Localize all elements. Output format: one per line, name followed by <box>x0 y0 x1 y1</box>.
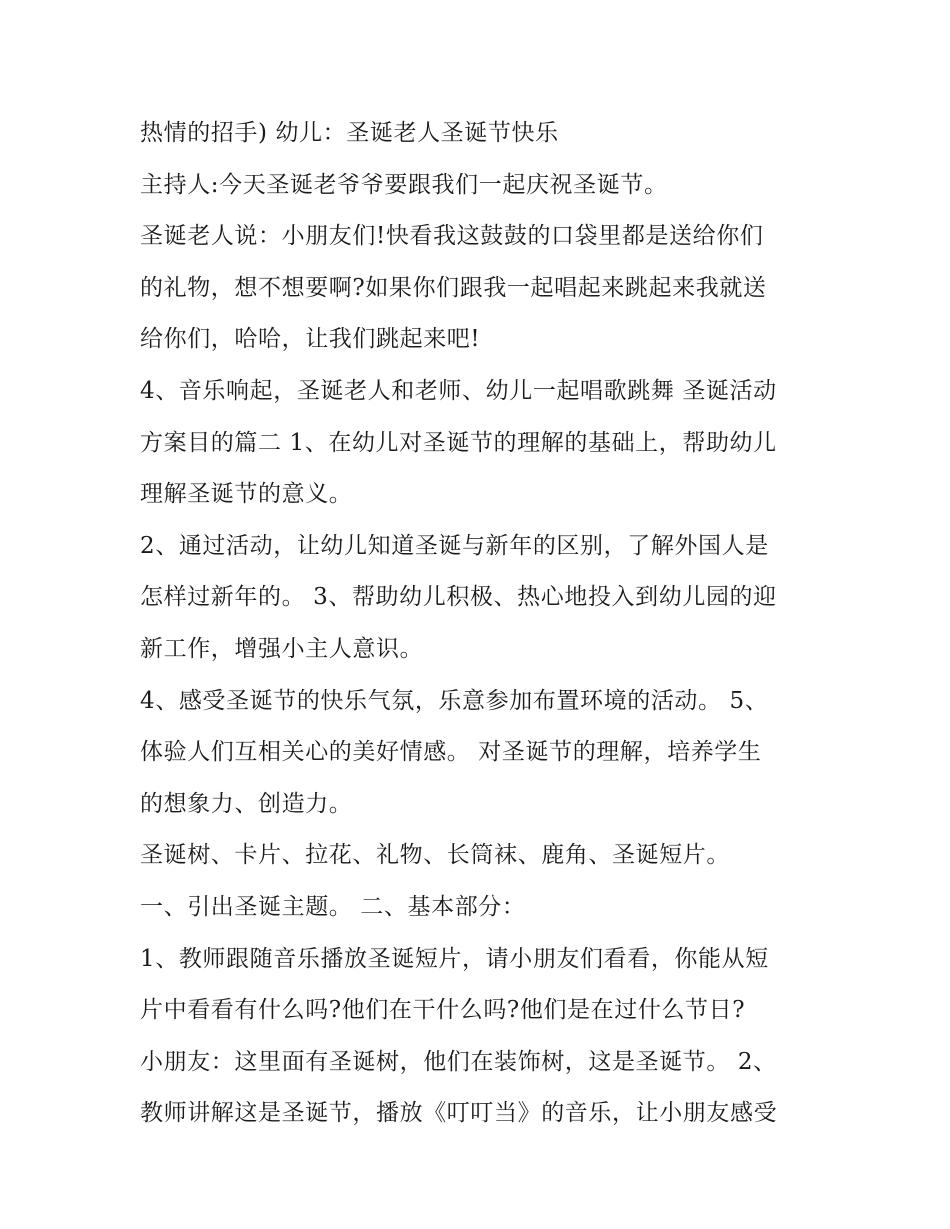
text-line: 圣诞老人说：小朋友们!快看我这鼓鼓的口袋里都是送给你们 <box>140 223 764 250</box>
text-line: 热情的招手) 幼儿：圣诞老人圣诞节快乐 <box>140 120 559 146</box>
text-line: 4、音乐响起，圣诞老人和老师、幼儿一起唱歌跳舞 圣诞活动 <box>140 377 777 404</box>
text-line: 给你们，哈哈，让我们跳起来吧! <box>140 326 481 353</box>
text-line: 新工作，增强小主人意识。 <box>140 635 424 662</box>
text-line: 怎样过新年的。 3、帮助幼儿积极、热心地投入到幼儿园的迎 <box>140 584 777 611</box>
text-line: 体验人们互相关心的美好情感。 对圣诞节的理解，培养学生 <box>140 739 762 766</box>
text-line: 主持人:今天圣诞老爷爷要跟我们一起庆祝圣诞节。 <box>140 171 668 198</box>
text-line: 一、引出圣诞主题。 二、基本部分： <box>140 893 526 920</box>
text-line: 的礼物，想不想要啊?如果你们跟我一起唱起来跳起来我就送 <box>140 274 767 301</box>
text-line: 4、感受圣诞节的快乐气氛，乐意参加布置环境的活动。 5、 <box>140 687 769 714</box>
text-line: 1、教师跟随音乐播放圣诞短片，请小朋友们看看，你能从短 <box>140 945 769 972</box>
text-line: 圣诞树、卡片、拉花、礼物、长筒袜、鹿角、圣诞短片。 <box>140 842 730 869</box>
text-line: 2、通过活动，让幼儿知道圣诞与新年的区别，了解外国人是 <box>140 532 769 559</box>
text-line: 方案目的篇二 1、在幼儿对圣诞节的理解的基础上，帮助幼儿 <box>140 429 777 456</box>
text-line: 片中看看有什么吗?他们在干什么吗?他们是在过什么节日? <box>140 997 746 1024</box>
document-body <box>140 108 830 1140</box>
text-line: 小朋友：这里面有圣诞树，他们在装饰树，这是圣诞节。 2、 <box>140 1048 777 1075</box>
text-line: 理解圣诞节的意义。 <box>140 481 353 508</box>
text-line: 的想象力、创造力。 <box>140 790 353 817</box>
text-line: 教师讲解这是圣诞节，播放《叮叮当》的音乐，让小朋友感受 <box>140 1100 778 1127</box>
